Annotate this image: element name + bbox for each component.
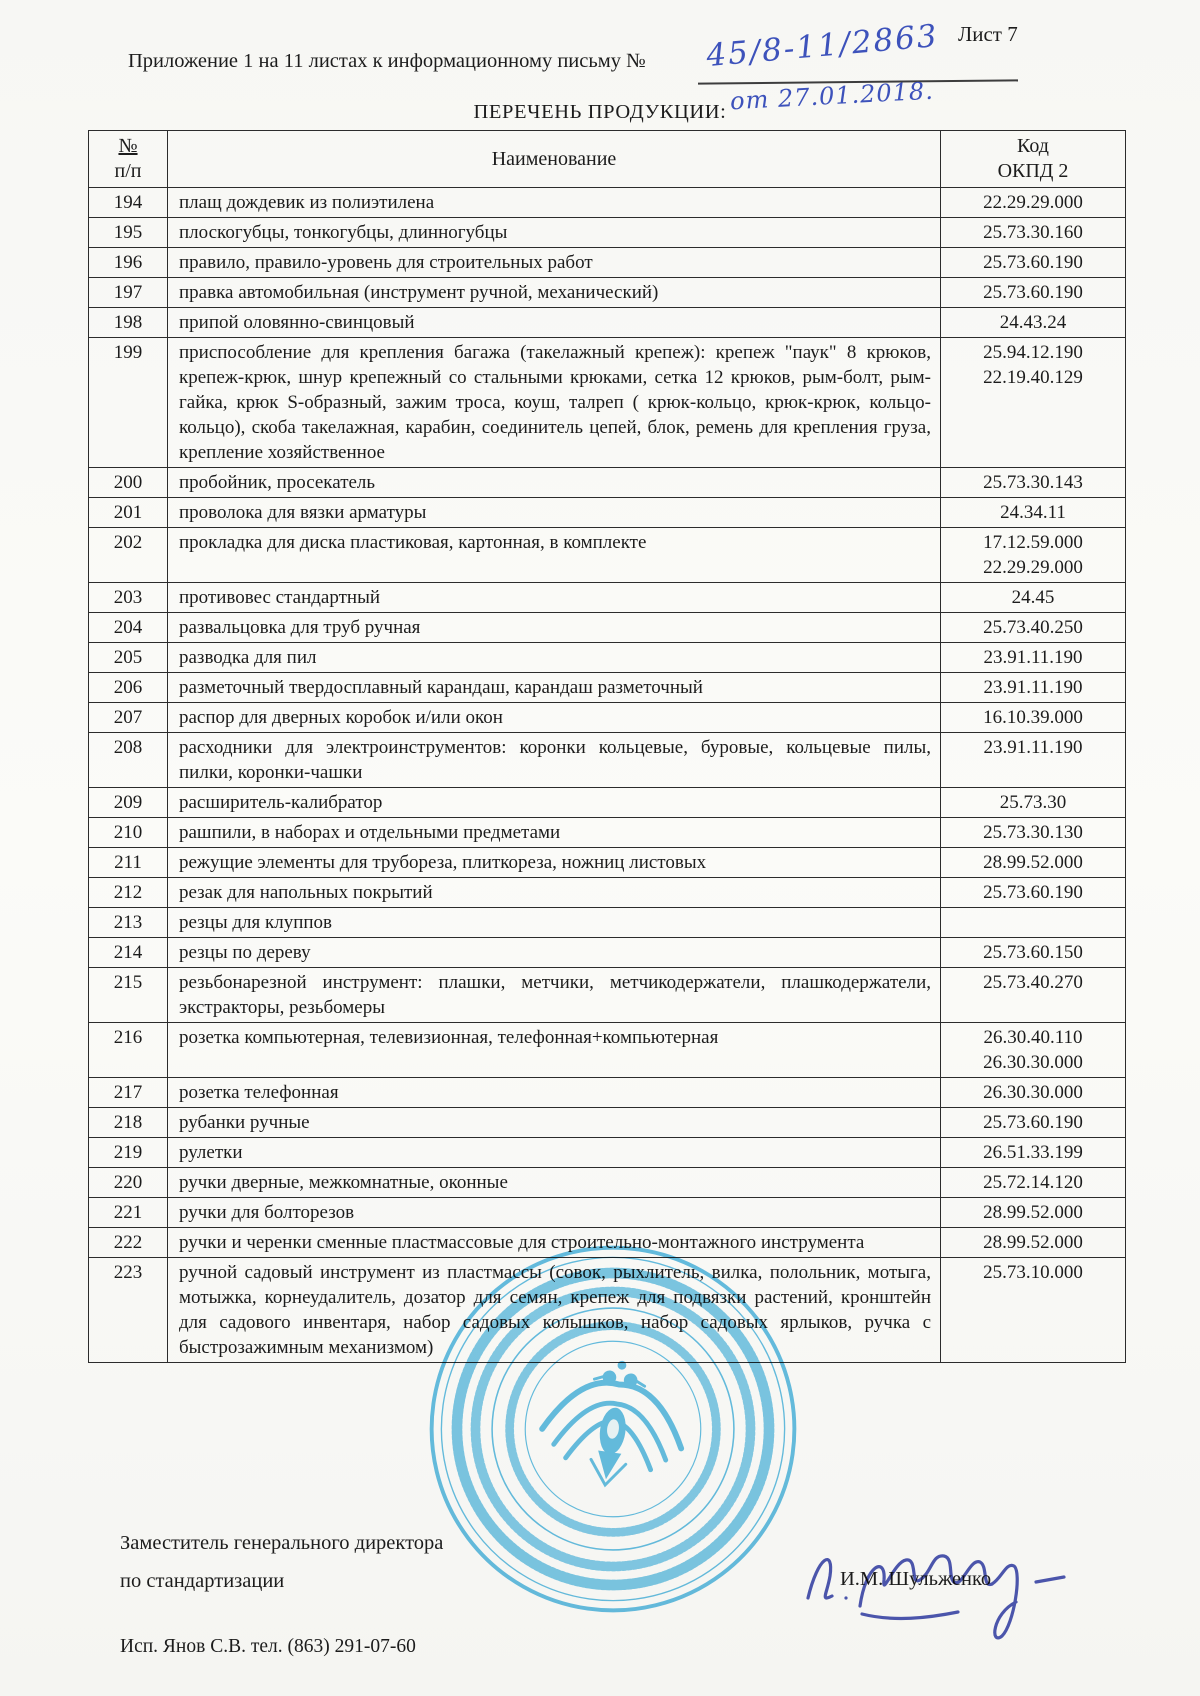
- row-name: плащ дождевик из полиэтилена: [168, 188, 941, 218]
- row-codes: [941, 1138, 1126, 1168]
- column-header-code-bottom: ОКПД 2: [997, 160, 1069, 182]
- signer-position-line2: по стандартизации: [120, 1570, 285, 1592]
- row-number: 201: [89, 498, 168, 528]
- row-codes: [941, 938, 1126, 968]
- row-number: 213: [89, 908, 168, 938]
- row-number: 199: [89, 338, 168, 468]
- okpd-code: 25.73.10.000: [983, 1262, 1083, 1283]
- sheet-number-label: Лист 7: [958, 22, 1018, 46]
- table-row: [89, 248, 1126, 278]
- handwritten-letter-date: от 27.01.2018.: [729, 76, 935, 116]
- okpd-code: 22.19.40.129: [983, 367, 1083, 388]
- okpd-code: 25.73.30.160: [983, 222, 1083, 243]
- table-row: [89, 968, 1126, 1023]
- row-name: резцы для клуппов: [168, 908, 941, 938]
- table-row: [89, 1198, 1126, 1228]
- row-number: 222: [89, 1228, 168, 1258]
- row-number: 219: [89, 1138, 168, 1168]
- row-name: разводка для пил: [168, 643, 941, 673]
- okpd-code: 24.43.24: [999, 312, 1067, 333]
- signer-position-line1: Заместитель генерального директора: [120, 1532, 444, 1554]
- column-header-number-top: №: [118, 135, 138, 157]
- table-row: [89, 1168, 1126, 1198]
- row-codes: [941, 1023, 1126, 1078]
- okpd-code: 26.30.30.000: [983, 1052, 1083, 1073]
- row-codes: [941, 1198, 1126, 1228]
- row-codes: [941, 733, 1126, 788]
- row-number: 223: [89, 1258, 168, 1363]
- column-header-name: Наименование: [168, 131, 941, 188]
- row-codes: [941, 643, 1126, 673]
- row-name: расходники для электроинструментов: коронки кольцевые, буровые, кольцевые пилы, пилки, коронки-чашки: [168, 733, 941, 788]
- row-name: режущие элементы для трубореза, плиткореза, ножниц листовых: [168, 848, 941, 878]
- row-codes: [941, 968, 1126, 1023]
- okpd-code: 25.73.40.270: [983, 972, 1083, 993]
- executor-contact-line: Исп. Янов С.В. тел. (863) 291-07-60: [120, 1636, 416, 1657]
- row-number: 220: [89, 1168, 168, 1198]
- table-row: [89, 1258, 1126, 1363]
- row-number: 198: [89, 308, 168, 338]
- product-table: [88, 130, 1126, 1363]
- row-number: 208: [89, 733, 168, 788]
- row-codes: [941, 703, 1126, 733]
- row-number: 218: [89, 1108, 168, 1138]
- row-number: 205: [89, 643, 168, 673]
- row-codes: [941, 818, 1126, 848]
- row-number: 217: [89, 1078, 168, 1108]
- row-name: расширитель-калибратор: [168, 788, 941, 818]
- row-codes: [941, 1258, 1126, 1363]
- column-header-code: [941, 131, 1126, 188]
- table-row: [89, 1078, 1126, 1108]
- okpd-code: 25.94.12.190: [983, 342, 1083, 363]
- table-row: [89, 938, 1126, 968]
- okpd-code: 24.45: [1011, 587, 1055, 608]
- row-number: 221: [89, 1198, 168, 1228]
- row-codes: [941, 1228, 1126, 1258]
- row-number: 214: [89, 938, 168, 968]
- okpd-code: 22.29.29.000: [983, 192, 1083, 213]
- table-row: [89, 908, 1126, 938]
- okpd-code: 28.99.52.000: [983, 1202, 1083, 1223]
- okpd-code: 28.99.52.000: [983, 1232, 1083, 1253]
- row-codes: [941, 788, 1126, 818]
- table-row: [89, 673, 1126, 703]
- okpd-code: 26.51.33.199: [983, 1142, 1083, 1163]
- table-row: [89, 1023, 1126, 1078]
- table-row: [89, 338, 1126, 468]
- row-number: 194: [89, 188, 168, 218]
- row-name: резак для напольных покрытий: [168, 878, 941, 908]
- table-row: [89, 498, 1126, 528]
- okpd-code: 23.91.11.190: [983, 737, 1083, 758]
- row-name: розетка телефонная: [168, 1078, 941, 1108]
- row-number: 196: [89, 248, 168, 278]
- appendix-reference-line: Приложение 1 на 11 листах к информационному письму №: [128, 50, 646, 72]
- row-number: 203: [89, 583, 168, 613]
- okpd-code: 25.73.60.190: [983, 282, 1083, 303]
- row-number: 195: [89, 218, 168, 248]
- row-name: резьбонарезной инструмент: плашки, метчики, метчикодержатели, плашкодержатели, экстракторы, резьбомеры: [168, 968, 941, 1023]
- table-row: [89, 878, 1126, 908]
- row-codes: [941, 613, 1126, 643]
- row-number: 206: [89, 673, 168, 703]
- row-codes: [941, 498, 1126, 528]
- table-row: [89, 308, 1126, 338]
- row-number: 204: [89, 613, 168, 643]
- row-name: приспособление для крепления багажа (такелажный крепеж): крепеж "паук" 8 крюков, крепеж-крюк, шнур крепежный со стальными крюками, сетка 12 крюков, рым-болт, рым-гайка, крюк S-образный, зажим троса, коуш, талреп ( крюк-кольцо, крюк-крюк, кольцо-кольцо), скоба такелажная, карабин, соединитель цепей, блок, ремень для крепления груза, крепление хозяйственное: [168, 338, 941, 468]
- table-row: [89, 613, 1126, 643]
- double-headed-eagle-emblem: [536, 1351, 692, 1495]
- row-name: плоскогубцы, тонкогубцы, длинногубцы: [168, 218, 941, 248]
- row-number: 202: [89, 528, 168, 583]
- row-name: правило, правило-уровень для строительных работ: [168, 248, 941, 278]
- table-row: [89, 1108, 1126, 1138]
- row-codes: [941, 278, 1126, 308]
- signer-name: И.М. Шульженко: [840, 1568, 992, 1590]
- row-number: 209: [89, 788, 168, 818]
- row-codes: [941, 908, 1126, 938]
- column-header-number: [89, 131, 168, 188]
- table-row: [89, 188, 1126, 218]
- row-codes: [941, 583, 1126, 613]
- row-number: 215: [89, 968, 168, 1023]
- okpd-code: 25.73.60.150: [983, 942, 1083, 963]
- row-name: рубанки ручные: [168, 1108, 941, 1138]
- row-codes: [941, 1078, 1126, 1108]
- okpd-code: 25.73.60.190: [983, 1112, 1083, 1133]
- okpd-code: 25.73.60.190: [983, 882, 1083, 903]
- product-table-body: [89, 188, 1126, 1363]
- column-header-number-bottom: п/п: [114, 160, 142, 182]
- table-row: [89, 848, 1126, 878]
- row-codes: [941, 848, 1126, 878]
- row-number: 210: [89, 818, 168, 848]
- row-name: проволока для вязки арматуры: [168, 498, 941, 528]
- table-row: [89, 643, 1126, 673]
- row-codes: [941, 248, 1126, 278]
- okpd-code: 23.91.11.190: [983, 677, 1083, 698]
- table-row: [89, 218, 1126, 248]
- row-name: припой оловянно-свинцовый: [168, 308, 941, 338]
- table-row: [89, 583, 1126, 613]
- okpd-code: 25.73.60.190: [983, 252, 1083, 273]
- row-codes: [941, 673, 1126, 703]
- okpd-code: 25.73.30.130: [983, 822, 1083, 843]
- row-number: 207: [89, 703, 168, 733]
- row-name: разметочный твердосплавный карандаш, карандаш разметочный: [168, 673, 941, 703]
- row-codes: [941, 338, 1126, 468]
- row-name: резцы по дереву: [168, 938, 941, 968]
- row-codes: [941, 308, 1126, 338]
- table-row: [89, 528, 1126, 583]
- okpd-code: 28.99.52.000: [983, 852, 1083, 873]
- okpd-code: 25.72.14.120: [983, 1172, 1083, 1193]
- okpd-code: 25.73.30: [999, 792, 1067, 813]
- row-name: правка автомобильная (инструмент ручной, механический): [168, 278, 941, 308]
- row-name: розетка компьютерная, телевизионная, телефонная+компьютерная: [168, 1023, 941, 1078]
- okpd-code: 26.30.30.000: [983, 1082, 1083, 1103]
- row-codes: [941, 468, 1126, 498]
- column-header-code-top: Код: [1017, 135, 1049, 157]
- row-name: ручки дверные, межкомнатные, оконные: [168, 1168, 941, 1198]
- row-codes: [941, 218, 1126, 248]
- table-row: [89, 703, 1126, 733]
- row-name: пробойник, просекатель: [168, 468, 941, 498]
- row-codes: [941, 878, 1126, 908]
- table-row: [89, 788, 1126, 818]
- row-number: 200: [89, 468, 168, 498]
- okpd-code: 26.30.40.110: [983, 1027, 1083, 1048]
- row-codes: [941, 1108, 1126, 1138]
- row-number: 211: [89, 848, 168, 878]
- table-row: [89, 818, 1126, 848]
- row-name: ручки для болторезов: [168, 1198, 941, 1228]
- okpd-code: 16.10.39.000: [983, 707, 1083, 728]
- row-name: прокладка для диска пластиковая, картонная, в комплекте: [168, 528, 941, 583]
- row-name: ручной садовый инструмент из пластмассы (совок, рыхлитель, вилка, полольник, мотыга, мотыжка, корнеудалитель, дозатор для семян, крепеж для подвязки растений, кронштейн для садового инвентаря, набор садовых колышков, набор садовых ярлыков, ручка с быстрозажимным механизмом): [168, 1258, 941, 1363]
- table-row: [89, 1138, 1126, 1168]
- okpd-code: 25.73.40.250: [983, 617, 1083, 638]
- row-name: противовес стандартный: [168, 583, 941, 613]
- row-name: распор для дверных коробок и/или окон: [168, 703, 941, 733]
- table-row: [89, 278, 1126, 308]
- page-title: ПЕРЕЧЕНЬ ПРОДУКЦИИ:: [473, 101, 727, 123]
- handwritten-letter-number: 45/8-11/2863: [704, 17, 941, 75]
- okpd-code: 22.29.29.000: [983, 557, 1083, 578]
- okpd-code: 23.91.11.190: [983, 647, 1083, 668]
- row-number: 197: [89, 278, 168, 308]
- row-codes: [941, 1168, 1126, 1198]
- row-name: развальцовка для труб ручная: [168, 613, 941, 643]
- row-name: ручки и черенки сменные пластмассовые для строительно-монтажного инструмента: [168, 1228, 941, 1258]
- okpd-code: 17.12.59.000: [983, 532, 1083, 553]
- row-name: рулетки: [168, 1138, 941, 1168]
- row-name: рашпили, в наборах и отдельными предметами: [168, 818, 941, 848]
- table-header-row: [89, 131, 1126, 188]
- table-row: [89, 1228, 1126, 1258]
- table-row: [89, 733, 1126, 788]
- okpd-code: 25.73.30.143: [983, 472, 1083, 493]
- row-number: 216: [89, 1023, 168, 1078]
- row-codes: [941, 188, 1126, 218]
- okpd-code: 24.34.11: [1000, 502, 1066, 523]
- row-number: 212: [89, 878, 168, 908]
- row-codes: [941, 528, 1126, 583]
- table-row: [89, 468, 1126, 498]
